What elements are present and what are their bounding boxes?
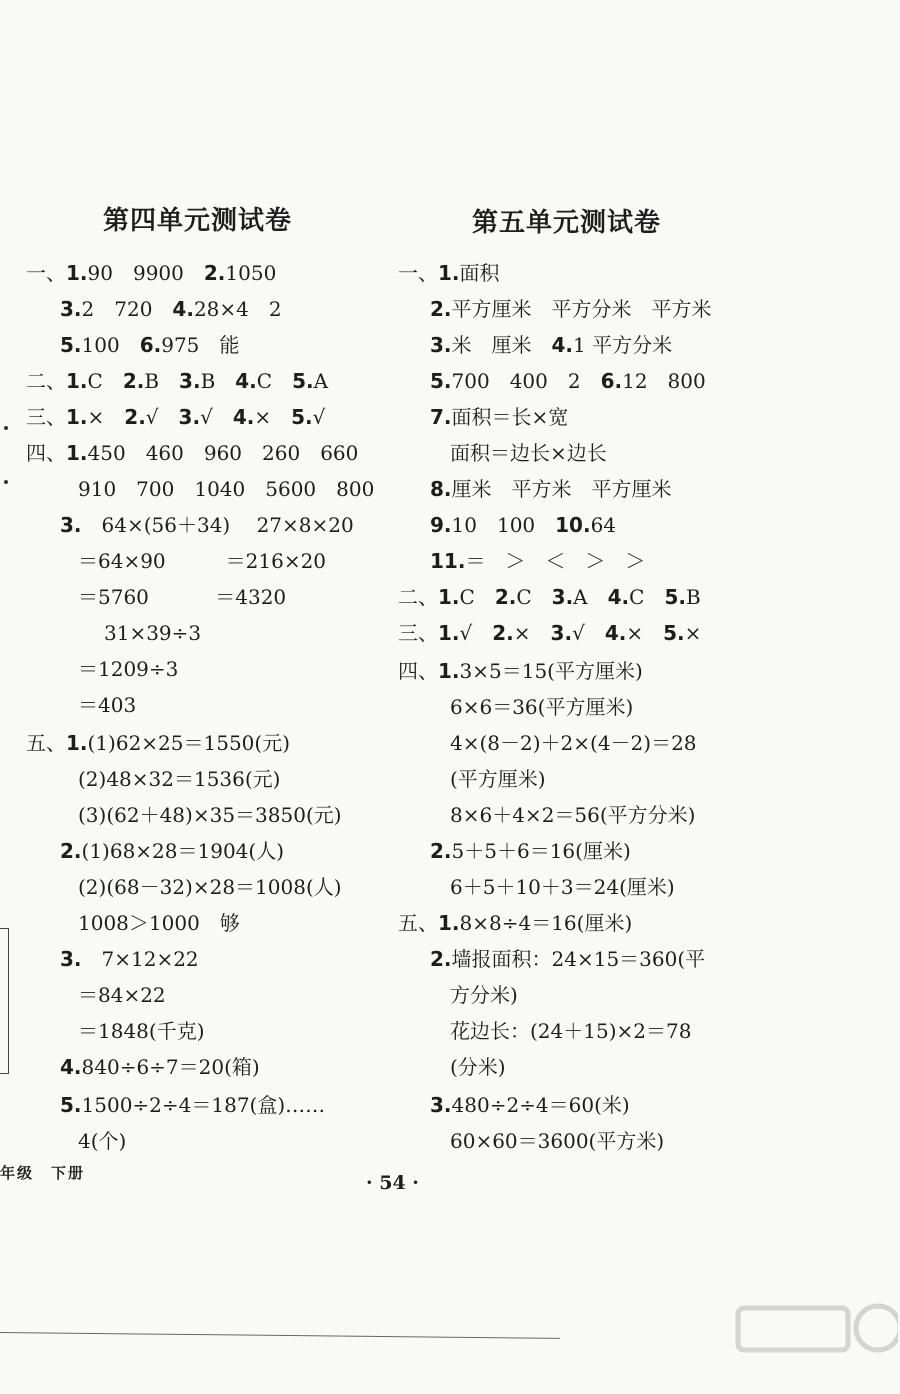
answer-text: ＝1848(千克): [78, 1019, 205, 1043]
answer-text: 6×6＝36(平方厘米): [450, 695, 634, 719]
answer-text: √: [145, 405, 179, 429]
item-number: 5.: [291, 405, 313, 429]
item-number: 3.: [178, 405, 201, 429]
answer-text: B: [144, 369, 180, 393]
answer-text: ×: [513, 621, 551, 645]
answer-text: 平方厘米 平方分米 平方米: [451, 297, 712, 321]
item-number: 4.: [604, 621, 627, 645]
answer-text: 厘米 平方米 平方厘米: [451, 477, 672, 501]
right-answer-line: [450, 694, 633, 720]
answer-text: (1)68×28＝1904(人): [81, 839, 285, 863]
answer-text: (3)(62＋48)×35＝3850(元): [78, 803, 342, 827]
right-answer-line: [450, 766, 546, 792]
answer-text: 米 厘米: [451, 333, 552, 357]
left-answer-line: [60, 1092, 325, 1118]
answer-text: B: [200, 369, 236, 393]
right-answer-line: [450, 730, 697, 756]
item-number: 10.: [555, 513, 591, 537]
answer-text: ×: [254, 405, 292, 429]
item-number: 4.: [172, 297, 194, 321]
right-answer-line: [450, 982, 518, 1008]
item-number: 9.: [430, 513, 452, 537]
answer-text: 60×60＝3600(平方米): [450, 1129, 665, 1153]
right-answer-line: [430, 1092, 630, 1118]
margin-table-edge: [0, 928, 9, 1074]
item-number: 3.: [60, 513, 82, 537]
left-answer-line: [78, 802, 342, 828]
answer-text: 4(个): [78, 1129, 127, 1153]
right-title: 第五单元测试卷: [472, 208, 662, 238]
right-answer-line: [430, 404, 568, 430]
answer-text: (平方厘米): [450, 767, 546, 791]
answer-text: ＝84×22: [78, 983, 166, 1007]
item-number: 5.: [60, 1093, 82, 1117]
item-number: 4.: [235, 369, 257, 393]
item-number: 3.: [179, 369, 201, 393]
item-number: 1.: [438, 585, 460, 609]
answer-text: 面积: [459, 261, 500, 285]
left-answer-line: [60, 1054, 260, 1080]
left-answer-line: [78, 656, 178, 682]
answer-text: 方分米): [450, 983, 518, 1007]
watermark-graphic: [728, 1300, 898, 1390]
answer-text: 四、: [26, 441, 66, 465]
left-answer-line: [26, 404, 325, 430]
right-answer-line: [430, 946, 705, 972]
item-number: 3.: [60, 947, 82, 971]
answer-text: C: [256, 369, 293, 393]
left-answer-line: [60, 296, 282, 322]
left-answer-line: [78, 982, 166, 1008]
item-number: 4.: [551, 333, 574, 357]
right-answer-line: [430, 332, 672, 358]
item-number: 2.: [203, 261, 226, 285]
answer-text: C: [629, 585, 665, 609]
answer-text: 7×12×22: [81, 947, 199, 971]
answer-text: 1050: [225, 261, 277, 285]
item-number: 5.: [430, 369, 452, 393]
item-number: 6.: [600, 369, 623, 393]
left-answer-line: [78, 476, 374, 502]
item-number: 7.: [430, 405, 452, 429]
answer-text: 64×(56＋34) 27×8×20: [81, 513, 354, 537]
margin-dot: [4, 426, 8, 430]
right-answer-line: [450, 440, 607, 466]
left-answer-line: [26, 368, 328, 394]
answer-text: 3×5＝15(平方厘米): [459, 659, 643, 683]
right-answer-line: [450, 1018, 691, 1044]
answer-text: 450 460 960 260 660: [87, 441, 359, 465]
item-number: 3.: [60, 297, 82, 321]
bottom-rule: [0, 1332, 560, 1339]
item-number: 2.: [492, 621, 514, 645]
item-number: 8.: [430, 477, 452, 501]
watermark-logo: [728, 1300, 898, 1390]
left-answer-line: [78, 874, 342, 900]
item-number: 3.: [551, 585, 574, 609]
answer-text: 二、: [26, 369, 66, 393]
answer-text: (分米): [450, 1055, 506, 1079]
answer-text: 面积＝边长×边长: [450, 441, 607, 465]
answer-text: 1008＞1000 够: [78, 911, 240, 935]
item-number: 5.: [60, 333, 82, 357]
left-answer-line: [26, 440, 358, 466]
answer-text: 28×4 2: [193, 297, 282, 321]
margin-dot: [4, 480, 8, 484]
answer-text: 二、: [398, 585, 438, 609]
answer-text: ×: [87, 405, 125, 429]
left-answer-line: [26, 260, 276, 286]
item-number: 4.: [607, 585, 630, 609]
answer-text: 三、: [26, 405, 66, 429]
item-number: 4.: [232, 405, 255, 429]
item-number: 1.: [66, 441, 88, 465]
answer-text: 4×(8－2)＋2×(4－2)＝28: [450, 731, 697, 755]
answer-text: 一、: [26, 261, 66, 285]
item-number: 5.: [663, 621, 685, 645]
answer-text: ×: [684, 621, 702, 645]
answer-text: C: [459, 585, 495, 609]
footer-grade-label: 年级 下册: [0, 1164, 86, 1182]
answer-text: A: [573, 585, 608, 609]
answer-text: 花边长：(24＋15)×2＝78: [450, 1019, 692, 1043]
answer-text: (2)(68－32)×28＝1008(人): [78, 875, 342, 899]
item-number: 1.: [66, 261, 88, 285]
answer-text: 10 100: [451, 513, 556, 537]
answer-text: 700 400 2: [451, 369, 601, 393]
answer-text: C: [516, 585, 552, 609]
right-answer-line: [450, 874, 675, 900]
item-number: 2.: [122, 369, 145, 393]
answer-text: 面积＝长×宽: [451, 405, 569, 429]
item-number: 3.: [430, 1093, 452, 1117]
answer-text: 5＋5＋6＝16(厘米): [451, 839, 631, 863]
item-number: 6.: [139, 333, 162, 357]
answer-text: 910 700 1040 5600 800: [78, 477, 375, 501]
item-number: 2.: [430, 947, 452, 971]
answer-text: 100: [81, 333, 140, 357]
right-answer-line: [450, 802, 695, 828]
answer-text: 840÷6÷7＝20(箱): [81, 1055, 260, 1079]
right-answer-line: [430, 548, 645, 574]
answer-text: B: [685, 585, 701, 609]
answer-text: 四、: [398, 659, 438, 683]
answer-text: 五、: [26, 731, 66, 755]
answer-text: ＝1209÷3: [78, 657, 179, 681]
right-answer-line: [398, 584, 701, 610]
left-answer-line: [60, 512, 354, 538]
answer-text: ＝64×90 ＝216×20: [78, 549, 327, 573]
answer-text: 8×8÷4＝16(厘米): [459, 911, 633, 935]
right-answer-line: [430, 512, 616, 538]
left-answer-line: [78, 692, 136, 718]
left-answer-line: [60, 838, 284, 864]
left-answer-line: [26, 730, 290, 756]
item-number: 1.: [66, 731, 88, 755]
item-number: 1.: [438, 261, 460, 285]
right-answer-line: [398, 910, 632, 936]
answer-text: 1 平方分米: [573, 333, 673, 357]
item-number: 11.: [430, 549, 466, 573]
left-answer-line: [78, 1018, 205, 1044]
answer-text: 31×39÷3: [104, 621, 202, 645]
answer-text: 2 720: [81, 297, 173, 321]
left-answer-line: [60, 946, 199, 972]
item-number: 1.: [66, 405, 88, 429]
answer-text: C: [87, 369, 123, 393]
answer-text: 90 9900: [87, 261, 204, 285]
answer-text: √: [312, 405, 326, 429]
item-number: 3.: [430, 333, 452, 357]
answer-text: 975 能: [161, 333, 240, 357]
item-number: 5.: [292, 369, 314, 393]
answer-text: 64: [590, 513, 617, 537]
item-number: 1.: [438, 911, 460, 935]
item-number: 2.: [124, 405, 146, 429]
item-number: 1.: [438, 621, 460, 645]
answer-text: √: [200, 405, 233, 429]
answer-text: 6＋5＋10＋3＝24(厘米): [450, 875, 675, 899]
item-number: 2.: [430, 839, 452, 863]
answer-text: 墙报面积：24×15＝360(平: [451, 947, 706, 971]
answer-text: ＝403: [78, 693, 137, 717]
left-answer-line: [104, 620, 201, 646]
page-number: · 54 ·: [366, 1172, 419, 1194]
left-answer-line: [78, 1128, 126, 1154]
answer-text: ×: [626, 621, 664, 645]
right-answer-line: [430, 296, 712, 322]
right-answer-line: [430, 838, 631, 864]
item-number: 1.: [66, 369, 88, 393]
right-answer-line: [398, 658, 643, 684]
left-answer-line: [78, 910, 240, 936]
item-number: 3.: [550, 621, 573, 645]
answer-text: 一、: [398, 261, 438, 285]
right-answer-line: [398, 620, 701, 646]
right-answer-line: [450, 1054, 506, 1080]
item-number: 1.: [438, 659, 460, 683]
item-number: 2.: [430, 297, 452, 321]
item-number: 5.: [664, 585, 686, 609]
item-number: 4.: [60, 1055, 82, 1079]
answer-text: 五、: [398, 911, 438, 935]
answer-text: (2)48×32＝1536(元): [78, 767, 281, 791]
answer-text: 三、: [398, 621, 438, 645]
left-answer-line: [60, 332, 239, 358]
right-answer-line: [430, 476, 672, 502]
answer-text: 1500÷2÷4＝187(盒)……: [81, 1093, 326, 1117]
right-answer-line: [430, 368, 706, 394]
left-answer-line: [78, 766, 281, 792]
answer-text: √: [459, 621, 493, 645]
answer-text: √: [572, 621, 605, 645]
left-answer-line: [78, 584, 286, 610]
right-answer-line: [450, 1128, 664, 1154]
answer-text: (1)62×25＝1550(元): [87, 731, 291, 755]
left-answer-line: [78, 548, 326, 574]
answer-text: A: [313, 369, 329, 393]
answer-text: 8×6＋4×2＝56(平方分米): [450, 803, 696, 827]
right-answer-line: [398, 260, 500, 286]
answer-text: 480÷2÷4＝60(米): [451, 1093, 630, 1117]
item-number: 2.: [60, 839, 82, 863]
left-title: 第四单元测试卷: [103, 206, 293, 236]
item-number: 2.: [494, 585, 517, 609]
answer-text: 12 800: [622, 369, 706, 393]
answer-text: ＝5760 ＝4320: [78, 585, 287, 609]
answer-text: ＝ ＞ ＜ ＞ ＞: [465, 549, 646, 573]
